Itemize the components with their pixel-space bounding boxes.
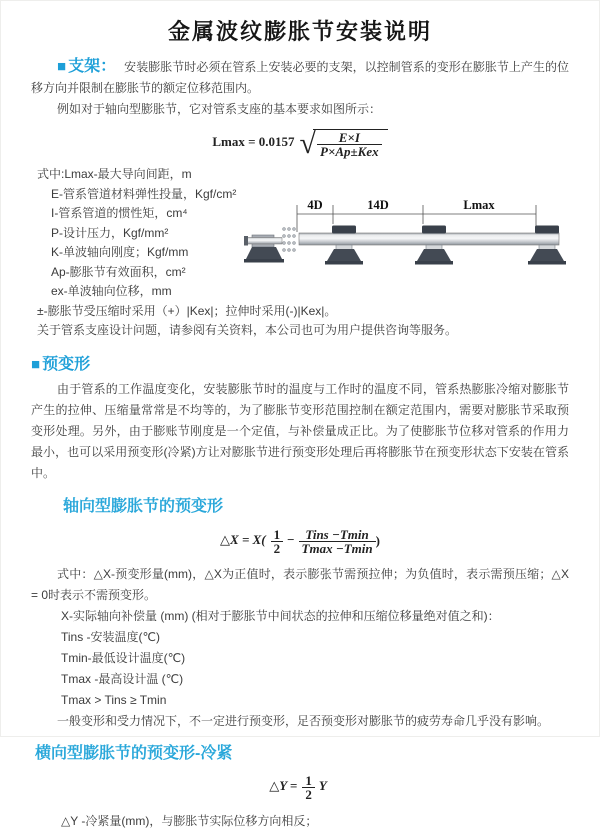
- formula-numerator: 1: [273, 526, 281, 542]
- formula-numerator: 1: [305, 772, 312, 788]
- formula-lhs: △X = X(: [220, 532, 266, 548]
- axial-closing-note: 一般变形和受力情况下，不一定进行预变形，足否预变形对膨胀节的疲劳寿命几乎没有影响。: [57, 713, 550, 728]
- radical-expression: [299, 126, 388, 160]
- radical-sign-icon: √: [299, 126, 317, 160]
- axial-item: Tmax -最高设计温 (℃): [61, 671, 184, 686]
- lateral-note: △Y -冷紧量(mm)，与膨胀节实际位移方向相反；: [61, 813, 318, 828]
- definition-item: K-单波轴向刚度；Kgf/mm: [51, 245, 189, 259]
- formula-numerator: E×I: [338, 130, 360, 145]
- section-square-icon: ■: [31, 355, 41, 373]
- definition-item: ex-单波轴向位移，mm: [51, 284, 172, 298]
- formula-numerator: Tins −Tmin: [305, 526, 369, 542]
- definition-item: I-管系管道的惯性矩，cm⁴: [51, 206, 188, 220]
- guide-spacing-formula: [31, 126, 569, 160]
- preform-section-heading: 预变形: [42, 355, 91, 373]
- axial-preform-formula: [31, 526, 569, 556]
- axial-subsection-heading: 轴向型膨胀节的预变形: [63, 497, 224, 515]
- pipe-support-diagram: [244, 191, 589, 291]
- page-title: 金属波纹膨胀节安装说明: [167, 19, 432, 44]
- axial-item: Tins -安装温度(℃): [61, 629, 161, 644]
- formula-denominator: Tmax −Tmin: [299, 541, 376, 555]
- sign-convention-note: ±-膨胀节受压缩时采用（+）|Kex|；拉伸时采用(-)|Kex|。: [37, 303, 337, 318]
- formula-denominator: P×Ap±Kex: [317, 144, 382, 158]
- axial-item: Tmin-最低设计温度(℃): [61, 650, 186, 665]
- preform-paragraph: 由于管系的工作温度变化，安装膨胀节时的温度与工作时的温度不同，管系热膨胀冷缩对膨胀节产生的拉伸、压缩量常常是不均等的，为了膨胀节变形范围控制在额定范围内，需要对膨胀节采取预变形处理。另外，由于膨账节刚度是一个定值，与补偿量成正比。为了使膨胀节位移对管系的作用力最小，也可以采用预变形(冷紧)方让对膨胀节进行预变形处理后再将膨胀节在预变形状态下安装在管系中。: [31, 381, 569, 480]
- formula-lhs: △Y =: [269, 778, 298, 794]
- section-square-icon: ■: [57, 58, 67, 75]
- definition-item: E-管系管道材料弹性投量，Kgf/cm²: [51, 186, 237, 201]
- pipe-stub: [245, 238, 282, 245]
- formula-denominator: 2: [271, 541, 284, 555]
- axial-item: Tmax > Tins ≥ Tmin: [61, 692, 167, 707]
- minus-operator: −: [287, 532, 295, 548]
- dimension-label-lmax: Lmax: [463, 198, 495, 212]
- support-section-heading: 支架：: [68, 58, 117, 75]
- preform-section-header: [31, 355, 569, 375]
- formula-denominator: 2: [302, 787, 315, 801]
- pipe-end-cap: [244, 236, 248, 246]
- consulting-note: 关于管系支座设计问题，请参阅有关资料，本公司也可为用户提供咨询等服务。: [37, 323, 458, 337]
- axial-where-note: 式中：△X-预变形量(mm)，△X为正值时，表示膨张节需预拉伸；为负值时，表示需预压缩；△X = 0时表示不需预变形。: [31, 566, 569, 602]
- formula-lhs: Lmax = 0.0157: [212, 134, 295, 150]
- formula-rhs: Y: [318, 778, 327, 794]
- support-intro-paragraph: [31, 56, 569, 99]
- main-pipe: [299, 233, 559, 245]
- dimension-label-14d: 14D: [367, 198, 389, 212]
- definition-item: Ap-膨胀节有效面积，cm²: [51, 264, 186, 279]
- where-label: 式中:Lmax-最大导向间距，m: [37, 167, 192, 181]
- axial-item: X-实际轴向补偿量 (mm) (相对于膨胀节中间状态的拉伸和压缩位移量绝对值之和)：: [61, 608, 500, 623]
- closing-paren: ): [375, 532, 380, 548]
- bellows-icon: [283, 228, 296, 252]
- definition-item: P-设计压力，Kgf/mm²: [51, 225, 169, 240]
- dimension-label-4d: 4D: [307, 198, 323, 212]
- support-example-line: 例如对于轴向型膨胀节，它对管系支座的基本要求如图所示：: [57, 102, 382, 116]
- lateral-preform-formula: [31, 772, 569, 802]
- lateral-subsection-heading: 横向型膨胀节的预变形-冷紧: [35, 744, 233, 762]
- support-intro-text: 安装膨胀节时必须在管系上安装必要的支架，以控制管系的变形在膨胀节上产生的位移方向并限制在膨胀节的额定位移范围内。: [31, 60, 569, 95]
